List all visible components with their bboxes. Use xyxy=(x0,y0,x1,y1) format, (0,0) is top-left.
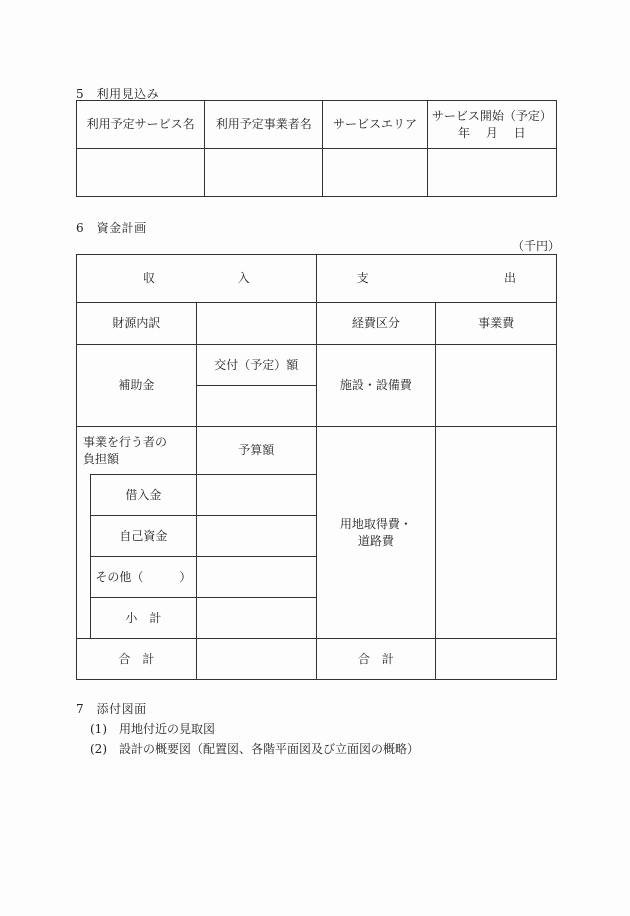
facility-cost-value[interactable] xyxy=(436,345,557,427)
expense-char-1: 支 xyxy=(356,271,369,285)
total-value-income[interactable] xyxy=(196,639,316,680)
income-char-1: 収 xyxy=(143,271,156,285)
total-label-expense: 合 計 xyxy=(316,639,436,680)
facility-cost-label: 施設・設備費 xyxy=(316,345,436,427)
expense-category-label: 経費区分 xyxy=(316,303,436,345)
own-funds-label: 自己資金 xyxy=(90,516,196,557)
loan-value[interactable] xyxy=(196,475,316,516)
loan-label: 借入金 xyxy=(90,475,196,516)
header-service-name: 利用予定サービス名 xyxy=(77,101,205,149)
income-header xyxy=(77,255,317,303)
blank-cell xyxy=(196,303,316,345)
subsidy-label: 補助金 xyxy=(77,345,197,427)
budget-amount-label: 予算額 xyxy=(196,427,316,475)
section-6-title: 6 資金計画 xyxy=(76,221,147,235)
header-provider-name: 利用予定事業者名 xyxy=(205,101,323,149)
attachment-item-1: (1) 用地付近の見取図 xyxy=(90,722,215,736)
header-service-start-date: 年 月 日 xyxy=(458,125,526,140)
funding-table xyxy=(76,254,557,680)
cell-service-area[interactable] xyxy=(323,149,427,197)
grant-amount-label: 交付（予定）額 xyxy=(196,345,316,386)
header-service-start-label: サービス開始（予定） xyxy=(431,108,552,123)
total-value-expense[interactable] xyxy=(436,639,557,680)
subtotal-value[interactable] xyxy=(196,598,316,639)
total-label-income: 合 計 xyxy=(77,639,197,680)
header-service-area: サービスエリア xyxy=(323,101,427,149)
own-funds-value[interactable] xyxy=(196,516,316,557)
section-7-title: 7 添付図面 xyxy=(76,702,147,716)
land-road-line-1: 用地取得費・ xyxy=(339,516,412,531)
operator-burden-line-1: 事業を行う者の xyxy=(83,434,168,449)
section-5-title: 5 利用見込み xyxy=(76,87,160,101)
attachment-item-2: (2) 設計の概要図（配置図、各階平面図及び立面図の概略） xyxy=(90,742,420,756)
land-road-cost-value[interactable] xyxy=(436,427,557,639)
unit-label: （千円） xyxy=(512,239,561,253)
land-road-cost-label xyxy=(316,427,436,639)
operator-burden-line-2: 負担額 xyxy=(83,451,120,466)
expense-header xyxy=(316,255,556,303)
usage-table xyxy=(76,100,557,197)
funding-breakdown-label: 財源内訳 xyxy=(77,303,197,345)
other-value[interactable] xyxy=(196,557,316,598)
cell-service-name[interactable] xyxy=(77,149,205,197)
other-label: その他（ ） xyxy=(90,557,196,598)
grant-amount-value[interactable] xyxy=(196,386,316,427)
header-service-start xyxy=(427,101,556,149)
indent-spacer xyxy=(77,475,91,639)
land-road-line-2: 道路費 xyxy=(357,533,394,548)
cell-provider-name[interactable] xyxy=(205,149,323,197)
project-cost-label: 事業費 xyxy=(436,303,557,345)
cell-service-start[interactable] xyxy=(427,149,556,197)
income-char-2: 入 xyxy=(237,271,250,285)
expense-char-2: 出 xyxy=(503,271,516,285)
subtotal-label: 小 計 xyxy=(90,598,196,639)
operator-burden-label xyxy=(77,427,197,475)
